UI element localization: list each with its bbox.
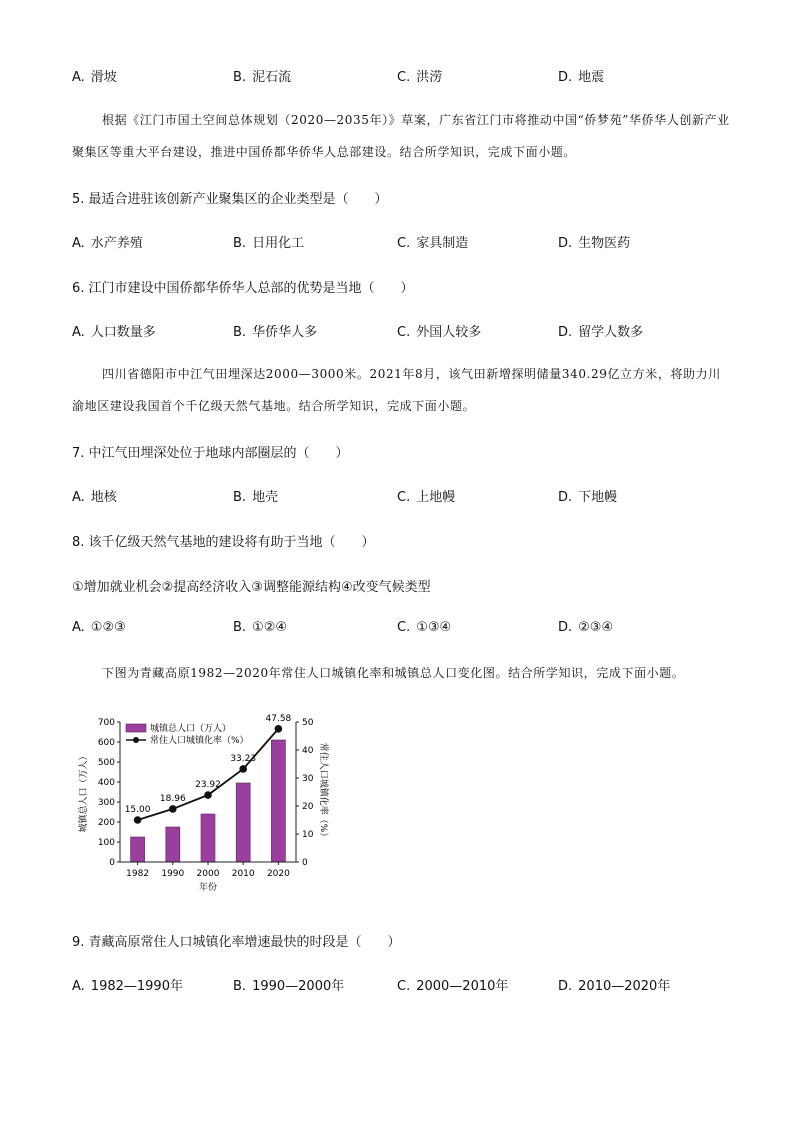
q9-option-c: C. 2000—2010年 xyxy=(397,979,509,994)
right-tick-label: 50 xyxy=(302,718,314,728)
rate-point-1982 xyxy=(134,816,142,824)
q7-option-d: D. 下地幔 xyxy=(558,490,618,505)
q6-option-d: D. 留学人数多 xyxy=(558,325,644,340)
q8-stem: 8. 该千亿级天然气基地的建设将有助于当地（ ） xyxy=(72,535,375,550)
q9-options xyxy=(72,975,732,995)
x-tick-label-2000: 2000 xyxy=(196,869,220,879)
q7-option-b: B. 地壳 xyxy=(233,490,279,505)
bar-1982 xyxy=(131,837,145,862)
q8-options xyxy=(72,620,732,640)
q7-option-a: A. 地核 xyxy=(72,490,117,505)
bar-2010 xyxy=(236,783,250,862)
x-axis-title: 年份 xyxy=(198,883,218,893)
q9-stem: 9. 青藏高原常住人口城镇化率增速最快的时段是（ ） xyxy=(72,935,401,950)
bar-2000 xyxy=(201,814,215,862)
q7-options xyxy=(72,486,732,506)
q5-option-d: D. 生物医药 xyxy=(558,236,631,251)
x-tick-label-1990: 1990 xyxy=(161,869,185,879)
q4-option-a: A. 滑坡 xyxy=(72,70,117,85)
left-tick-label: 0 xyxy=(109,858,115,868)
q9-option-d: D. 2010—2020年 xyxy=(558,979,671,994)
q9-option-a: A. 1982—1990年 xyxy=(72,979,183,994)
rate-label-1982: 15.00 xyxy=(124,805,151,815)
q5-option-a: A. 水产养殖 xyxy=(72,236,143,251)
right-tick-label: 40 xyxy=(302,746,314,756)
q6-option-c: C. 外国人较多 xyxy=(397,325,482,340)
bar-2020 xyxy=(271,740,285,862)
q6-option-a: A. 人口数量多 xyxy=(72,325,156,340)
q5-option-c: C. 家具制造 xyxy=(397,236,469,251)
passage-jiangmen: 根据《江门市国土空间总体规划（2020—2035年）》草案，广东省江门市将推动中国“侨梦苑”华侨华人创新产业聚集区等重大平台建设，推进中国侨都华侨华人总部建设。结合所学知识，完成下面小题。 xyxy=(72,113,730,159)
q8-statements: ①增加就业机会②提高经济收入③调整能源结构④改变气候类型 xyxy=(72,580,431,595)
q8-option-a: A. ①②③ xyxy=(72,620,126,635)
legend-bar-swatch xyxy=(126,724,146,732)
legend-bar-label: 城镇总人口（万人） xyxy=(150,724,232,734)
rate-point-2020 xyxy=(275,725,283,733)
rate-label-2020: 47.58 xyxy=(265,713,292,724)
rate-point-1990 xyxy=(169,805,177,813)
q6-option-b: B. 华侨华人多 xyxy=(233,325,318,340)
rate-point-2010 xyxy=(239,765,247,773)
y-axis-right-title: 常住人口城镇化率（%） xyxy=(318,742,328,842)
bar-1990 xyxy=(166,827,180,862)
q4-option-d: D. 地震 xyxy=(558,70,605,85)
q8-option-b: B. ①②④ xyxy=(233,620,288,635)
left-tick-label: 600 xyxy=(97,738,115,748)
legend-line-marker xyxy=(133,737,139,743)
left-tick-label: 100 xyxy=(97,838,115,848)
q7-option-c: C. 上地幔 xyxy=(397,490,456,505)
q4-option-b: B. 泥石流 xyxy=(233,70,292,85)
urbanization-chart xyxy=(72,712,342,902)
passage-qinghai-tibet: 下图为青藏高原1982—2020年常住人口城镇化率和城镇总人口变化图。结合所学知识，完成下面小题。 xyxy=(102,666,685,680)
legend-line-label: 常住人口城镇化率（%） xyxy=(150,736,249,746)
q6-stem: 6. 江门市建设中国侨都华侨华人总部的优势是当地（ ） xyxy=(72,281,414,296)
q8-option-c: C. ①③④ xyxy=(397,620,452,635)
right-tick-label: 30 xyxy=(302,774,314,784)
right-tick-label: 10 xyxy=(302,830,314,840)
passage-zhongjiang: 四川省德阳市中江气田埋深达2000—3000米。2021年8月，该气田新增探明储量340.29亿立方米，将助力川渝地区建设我国首个千亿级天然气基地。结合所学知识，完成下面小题。 xyxy=(72,367,721,413)
left-tick-label: 300 xyxy=(97,798,115,808)
q4-option-c: C. 洪涝 xyxy=(397,70,443,85)
rate-point-2000 xyxy=(204,791,212,799)
q9-option-b: B. 1990—2000年 xyxy=(233,979,345,994)
q8-option-d: D. ②③④ xyxy=(558,620,614,635)
left-tick-label: 500 xyxy=(97,758,115,768)
q4-options xyxy=(72,66,732,86)
left-tick-label: 400 xyxy=(97,778,115,788)
rate-label-2010: 33.23 xyxy=(230,753,257,764)
rate-label-1990: 18.96 xyxy=(159,793,186,804)
right-tick-label: 0 xyxy=(302,858,308,868)
q6-options xyxy=(72,321,732,341)
left-tick-label: 700 xyxy=(97,718,115,728)
x-tick-label-2020: 2020 xyxy=(266,869,290,879)
rate-label-2000: 23.92 xyxy=(195,780,221,791)
right-tick-label: 20 xyxy=(302,802,314,812)
x-tick-label-2010: 2010 xyxy=(231,869,255,879)
q7-stem: 7. 中江气田埋深处位于地球内部圈层的（ ） xyxy=(72,446,349,461)
x-tick-label-1982: 1982 xyxy=(126,869,150,879)
q5-options xyxy=(72,232,732,252)
q5-stem: 5. 最适合进驻该创新产业聚集区的企业类型是（ ） xyxy=(72,192,388,207)
q5-option-b: B. 日用化工 xyxy=(233,236,305,251)
y-axis-left-title: 城镇总人口（万人） xyxy=(79,751,89,833)
left-tick-label: 200 xyxy=(97,818,115,828)
